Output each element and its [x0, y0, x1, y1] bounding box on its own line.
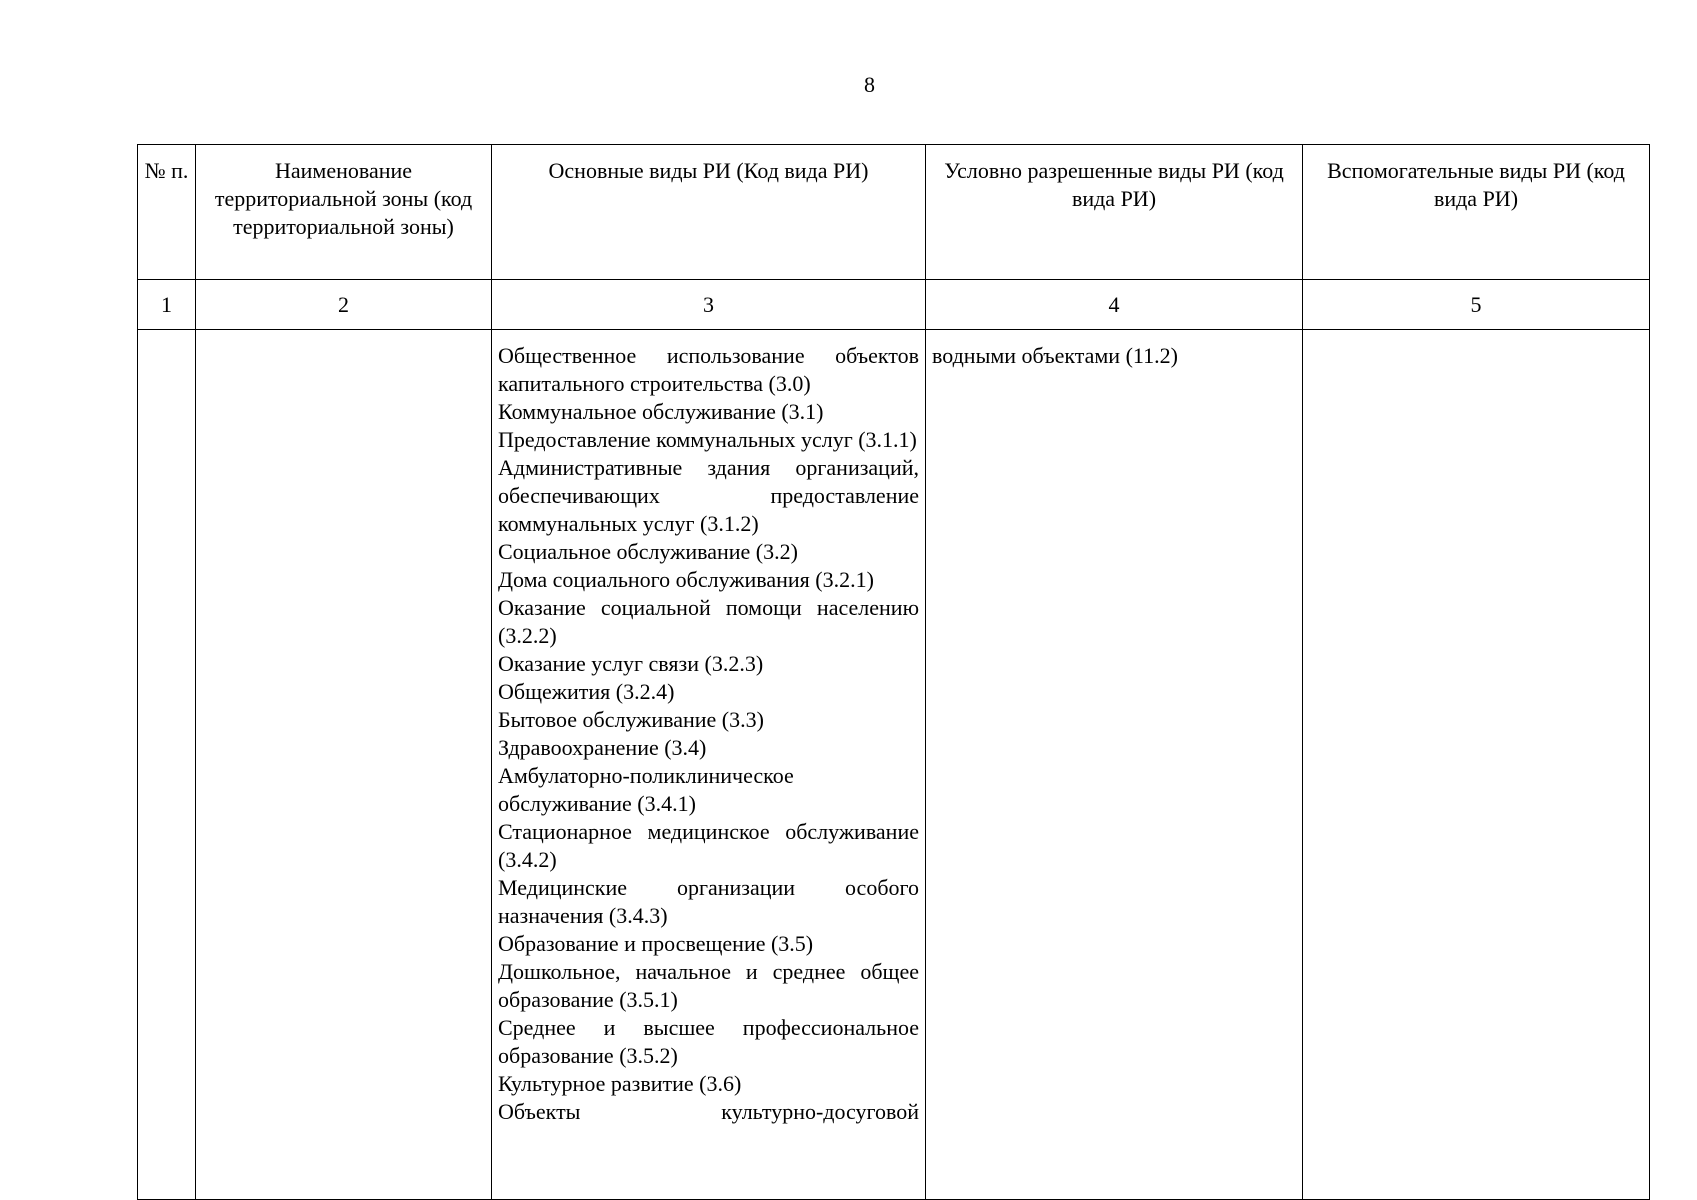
column-number-1: 1 [138, 280, 196, 330]
column-number-row [138, 280, 1650, 330]
column-number-3: 3 [492, 280, 926, 330]
table-row [138, 330, 1650, 1200]
main-use-type-item: Здравоохранение (3.4) [498, 735, 707, 760]
main-use-type-item: Амбулаторно-поликлиническое обслуживание (3.4.1) [498, 763, 794, 816]
main-use-type-item: Оказание социальной помощи населению (3.2.2) [498, 595, 919, 648]
main-use-type-item: Предоставление коммунальных услуг (3.1.1) [498, 427, 917, 452]
header-zone-name: Наименование территориальной зоны (код территориальной зоны) [196, 145, 492, 280]
main-use-type-item: Оказание услуг связи (3.2.3) [498, 651, 764, 676]
main-use-type-item: Дома социального обслуживания (3.2.1) [498, 567, 874, 592]
main-use-type-item: Коммунальное обслуживание (3.1) [498, 399, 824, 424]
cell-zone-name [196, 330, 492, 1200]
main-use-type-item: Культурное развитие (3.6) [498, 1071, 742, 1096]
main-use-type-item: Административные здания организаций, обеспечивающих предоставление коммунальных услуг (3.1.2) [498, 455, 919, 536]
header-number: № п. [138, 145, 196, 280]
main-use-type-item: Стационарное медицинское обслуживание (3.4.2) [498, 819, 919, 872]
table-header-row [138, 145, 1650, 280]
main-use-type-item: Дошкольное, начальное и среднее общее образование (3.5.1) [498, 959, 919, 1012]
main-use-type-item: Социальное обслуживание (3.2) [498, 539, 798, 564]
header-auxiliary-use-types: Вспомогательные виды РИ (код вида РИ) [1303, 145, 1650, 280]
page-number: 8 [864, 72, 875, 97]
cell-main-use-types [492, 330, 926, 1200]
column-number-4: 4 [926, 280, 1303, 330]
main-use-type-item: Общественное использование объектов капитального строительства (3.0) [498, 343, 919, 396]
land-use-table [137, 144, 1650, 1200]
cell-conditional-use-types: водными объектами (11.2) [926, 330, 1303, 1200]
cell-auxiliary-use-types [1303, 330, 1650, 1200]
column-number-2: 2 [196, 280, 492, 330]
main-use-type-item: Образование и просвещение (3.5) [498, 931, 814, 956]
column-number-5: 5 [1303, 280, 1650, 330]
header-main-use-types: Основные виды РИ (Код вида РИ) [492, 145, 926, 280]
main-use-types-list [498, 342, 919, 1126]
main-use-type-item: Бытовое обслуживание (3.3) [498, 707, 764, 732]
header-conditional-use-types: Условно разрешенные виды РИ (код вида РИ) [926, 145, 1303, 280]
cell-number [138, 330, 196, 1200]
main-use-type-item: Среднее и высшее профессиональное образование (3.5.2) [498, 1015, 919, 1068]
main-use-type-item: Объекты культурно-досуговой [498, 1099, 919, 1124]
main-use-type-item: Общежития (3.2.4) [498, 679, 675, 704]
main-use-type-item: Медицинские организации особого назначения (3.4.3) [498, 875, 919, 928]
